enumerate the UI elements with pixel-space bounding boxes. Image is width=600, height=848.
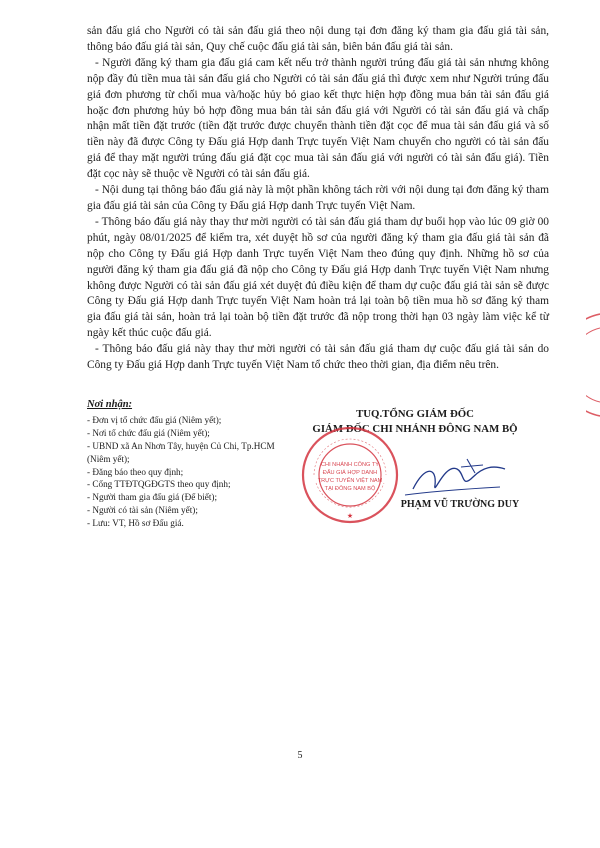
seal-center-line: CHI NHÁNH CÔNG TY bbox=[320, 462, 380, 468]
paragraph-content-integral: - Nội dung tại thông báo đấu giá này là một phần không tách rời với nội dung tại đơn đăng ký tham gia đấu giá tài sản của Công ty Đấu giá Hợp danh Trực tuyến Việt Nam. bbox=[87, 184, 549, 212]
seal-center-line: TRỰC TUYẾN VIỆT NAM bbox=[317, 478, 383, 484]
recipient-item: - UBND xã An Nhơn Tây, huyện Củ Chi, Tp.HCM (Niêm yết); bbox=[87, 440, 275, 464]
recipient-item: - Đăng báo theo quy định; bbox=[87, 466, 184, 477]
signature-title-line1: TUQ.TỔNG GIÁM ĐỐC bbox=[356, 408, 474, 420]
paragraph-invitation-meeting: - Thông báo đấu giá này thay thư mời người có tài sản đấu giá tham dự buổi họp vào lúc 09 giờ 00 phút, ngày 08/01/2025 để kiểm tra, xét duyệt hồ sơ của người đăng ký tham gia đấu giá tài sản đã nộp cho Công ty Đấu giá Hợp danh Trực tuyến Việt Nam theo đúng quy định. Những hồ sơ của người đăng ký tham gia đấu giá đã nộp cho Công ty Đấu giá Hợp danh Trực tuyến Việt Nam nhưng không được Người có tài sản đấu giá xét duyệt đủ điều kiện để tham dự cuộc đấu giá tài sản sẽ được Công ty Đấu giá Hợp danh Trực tuyến Việt Nam hoàn trả lại toàn bộ tiền mua hồ sơ đăng ký tham gia đấu giá tài sản, hoàn trả lại toàn bộ tiền đặt trước đã nộp trong thời hạn 03 ngày làm việc kể từ ngày kết thúc cuộc đấu giá. bbox=[87, 215, 549, 340]
recipient-item: - Người có tài sản (Niêm yết); bbox=[87, 505, 198, 516]
seal-center-line: TẠI ĐÔNG NAM BỘ bbox=[324, 486, 376, 492]
recipients-heading: Nơi nhận: bbox=[87, 399, 133, 410]
svg-text:★: ★ bbox=[346, 512, 354, 520]
recipient-item: - Nơi tổ chức đấu giá (Niêm yết); bbox=[87, 427, 210, 438]
paragraph-commitment: - Người đăng ký tham gia đấu giá cam kết nếu trở thành người trúng đấu giá tài sản nhưng không nộp đầy đủ tiền mua tài sản đấu giá cho Người có tài sản đấu giá thì được xem như Người trúng đấu giá đơn phương từ chối mua và/hoặc hủy bỏ giao kết thực hiện hợp đồng mua bán tài sản đấu giá hoặc đơn phương hủy bỏ hợp đồng mua bán tài sản đấu giá với Người có tài sản đấu giá và chấp nhận mất tiền đặt trước (tiền đặt trước được chuyển thành tiền đặt cọc để mua tài sản đấu giá và số tiền này đã được Công ty Đấu giá Hợp danh Trực tuyến Việt Nam chuyển cho người có tài sản đấu giá để thay mặt người trúng đấu giá đặt cọc mua tài sản đấu giá với người có tài sản đấu giá). Tiền đặt cọc này sẽ thuộc về Người có tài sản đấu giá. bbox=[87, 56, 549, 181]
recipient-item: - Người tham gia đấu giá (Để biết); bbox=[87, 492, 218, 503]
recipients-list bbox=[87, 414, 287, 530]
recipient-item: - Cổng TTĐTQGĐGTS theo quy định; bbox=[87, 479, 231, 490]
paragraph-continuation: sản đấu giá cho Người có tài sản đấu giá theo nội dung tại đơn đăng ký tham gia đấu giá tài sản, thông báo đấu giá tài sản, Quy chế cuộc đấu giá tài sản, biên bản đấu giá tài sản. bbox=[87, 25, 549, 53]
paragraph-invitation-auction: - Thông báo đấu giá này thay thư mời người có tài sản đấu giá tham dự cuộc đấu giá tài sản do Công ty Đấu giá Hợp danh Trực tuyến Việt Nam tổ chức theo thời gian, địa điểm nêu trên. bbox=[87, 343, 549, 372]
recipient-item: - Đơn vị tổ chức đấu giá (Niêm yết); bbox=[87, 414, 222, 425]
page-number: 5 bbox=[297, 750, 303, 761]
recipients-block bbox=[87, 399, 287, 530]
body-text bbox=[87, 24, 549, 374]
recipient-item: - Lưu: VT, Hồ sơ Đấu giá. bbox=[87, 518, 184, 529]
signature-title-line2: GIÁM ĐỐC CHI NHÁNH ĐÔNG NAM BỘ bbox=[312, 423, 518, 435]
seal-center-line: ĐẤU GIÁ HỢP DANH bbox=[322, 470, 378, 476]
edge-seal-fragment bbox=[586, 310, 600, 420]
signer-name: PHẠM VŨ TRƯỜNG DUY bbox=[400, 499, 520, 510]
